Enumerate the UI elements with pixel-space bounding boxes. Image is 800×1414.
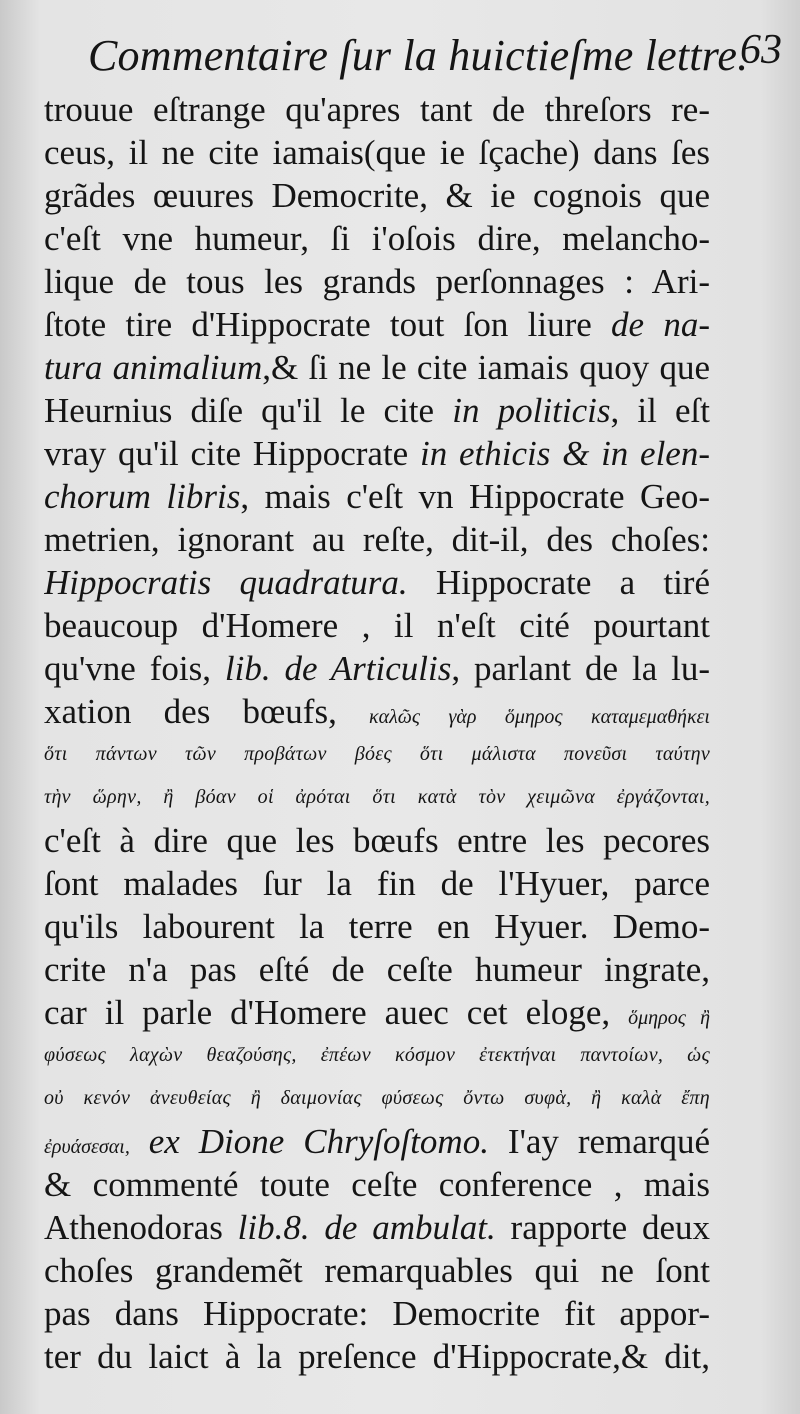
text-line	[44, 1292, 710, 1335]
italic-run: tura animalium	[44, 348, 263, 387]
italic-run: Hippocratis quadratura.	[44, 563, 408, 602]
text-line	[44, 1163, 710, 1206]
text-run: & commenté toute ceſte conference , mais	[44, 1165, 710, 1204]
text-run: Heurnius diſe qu'il le cite	[44, 391, 453, 430]
running-head: Commentaire ſur la huictieſme lettre.	[88, 31, 749, 80]
text-run: choſes grandemẽt remarquables qui ne ſont	[44, 1251, 710, 1290]
text-line	[44, 991, 710, 1034]
text-line	[44, 475, 710, 518]
italic-run: ex Dione Chryſoſtomo.	[129, 1122, 489, 1161]
text-run: grãdes œuures Democrite, & ie cognois que	[44, 176, 710, 215]
text-line	[44, 389, 710, 432]
text-line	[44, 303, 710, 346]
text-line	[44, 174, 710, 217]
text-run: ſtote tire d'Hippocrate tout ſon liure	[44, 305, 612, 344]
text-line	[44, 88, 710, 131]
text-line	[44, 647, 710, 690]
text-run: car il parle d'Homere auec cet eloge,	[44, 993, 629, 1032]
text-line	[44, 518, 710, 561]
italic-run: lib. de Articulis	[224, 649, 452, 688]
text-line	[44, 561, 710, 604]
text-run: crite n'a pas eſté de ceſte humeur ingrate,	[44, 950, 710, 989]
text-line	[44, 131, 710, 174]
greek-quotation: ὅτι πάντων τῶν προβάτων βόες ὅτι μάλιστα πονεῦσι ταύτην	[44, 743, 710, 765]
text-run: rapporte deux	[495, 1208, 710, 1247]
text-line	[44, 217, 710, 260]
text-line	[44, 1249, 710, 1292]
text-line	[44, 1034, 710, 1077]
greek-quotation: φύσεως λαχὼν θεαζούσης, ἐπέων κόσμον ἐτεκτήναι παντοίων, ὡς	[44, 1044, 710, 1066]
text-run: , mais c'eſt vn Hippocrate Geo-	[240, 477, 710, 516]
text-run: qu'ils labourent la terre en Hyuer. Demo-	[44, 907, 710, 946]
text-run: , parlant de la lu-	[451, 649, 710, 688]
text-run: Hippocrate a tiré	[407, 563, 710, 602]
text-line	[44, 346, 710, 389]
text-line	[44, 432, 710, 475]
text-run: ſont malades ſur la fin de l'Hyuer, parce	[44, 864, 710, 903]
greek-quotation: οὐ κενόν ἀνευθείας ἢ δαιμονίας φύσεως ὄντω συφὰ, ἢ καλὰ ἔπη	[44, 1087, 710, 1109]
text-run: qu'vne fois,	[44, 649, 225, 688]
greek-quotation: καλῶς γὰρ ὅμηρος καταμεμαθήκει	[369, 706, 710, 728]
text-line	[44, 604, 710, 647]
page-header	[88, 22, 782, 86]
body-text	[44, 88, 710, 1378]
text-run: ,& ſi ne le cite iamais quoy que	[262, 348, 710, 387]
text-run: vray qu'il cite Hippocrate	[44, 434, 420, 473]
text-line	[44, 733, 710, 776]
text-run: pas dans Hippocrate: Democrite fit appor-	[44, 1294, 710, 1333]
italic-run: chorum libris	[44, 477, 241, 516]
italic-run: lib.8. de ambulat.	[237, 1208, 496, 1247]
text-line	[44, 776, 710, 819]
text-line	[44, 690, 710, 733]
text-run: Athenodoras	[44, 1208, 238, 1247]
italic-run: in politicis	[452, 391, 611, 430]
text-line	[44, 1077, 710, 1120]
text-run: metrien, ignorant au reſte, dit-il, des choſes:	[44, 520, 710, 559]
text-line	[44, 819, 710, 862]
greek-quotation: ἐρυάσεσαι,	[44, 1136, 130, 1158]
text-run: c'eſt à dire que les bœufs entre les pecores	[44, 821, 710, 860]
text-line	[44, 948, 710, 991]
text-line	[44, 862, 710, 905]
text-run: xation des bœufs,	[44, 692, 370, 731]
italic-run: de na-	[611, 305, 710, 344]
text-run: , il eſt	[610, 391, 710, 430]
greek-quotation: τὴν ὥρην, ἢ βόαν οἱ ἀρόται ὅτι κατὰ τὸν χειμῶνα ἐργάζονται,	[44, 786, 710, 808]
text-run: lique de tous les grands perſonnages : Ari-	[44, 262, 710, 301]
text-line	[44, 1335, 710, 1378]
text-run: c'eſt vne humeur, ſi i'oſois dire, melancho-	[44, 219, 710, 258]
text-line	[44, 1206, 710, 1249]
greek-quotation: ὅμηρος ἢ	[628, 1007, 710, 1029]
text-run: beaucoup d'Homere , il n'eſt cité pourtant	[44, 606, 710, 645]
text-run: I'ay remarqué	[488, 1122, 710, 1161]
text-run: trouue eſtrange qu'apres tant de threſors re-	[44, 90, 710, 129]
text-line	[44, 905, 710, 948]
page-number: 63	[740, 27, 782, 73]
italic-run: in ethicis & in elen-	[419, 434, 710, 473]
text-line	[44, 1120, 710, 1163]
text-run: ceus, il ne cite iamais(que ie ſçache) dans ſes	[44, 133, 710, 172]
text-line	[44, 260, 710, 303]
text-run: ter du laict à la preſence d'Hippocrate,& dit,	[44, 1337, 710, 1376]
